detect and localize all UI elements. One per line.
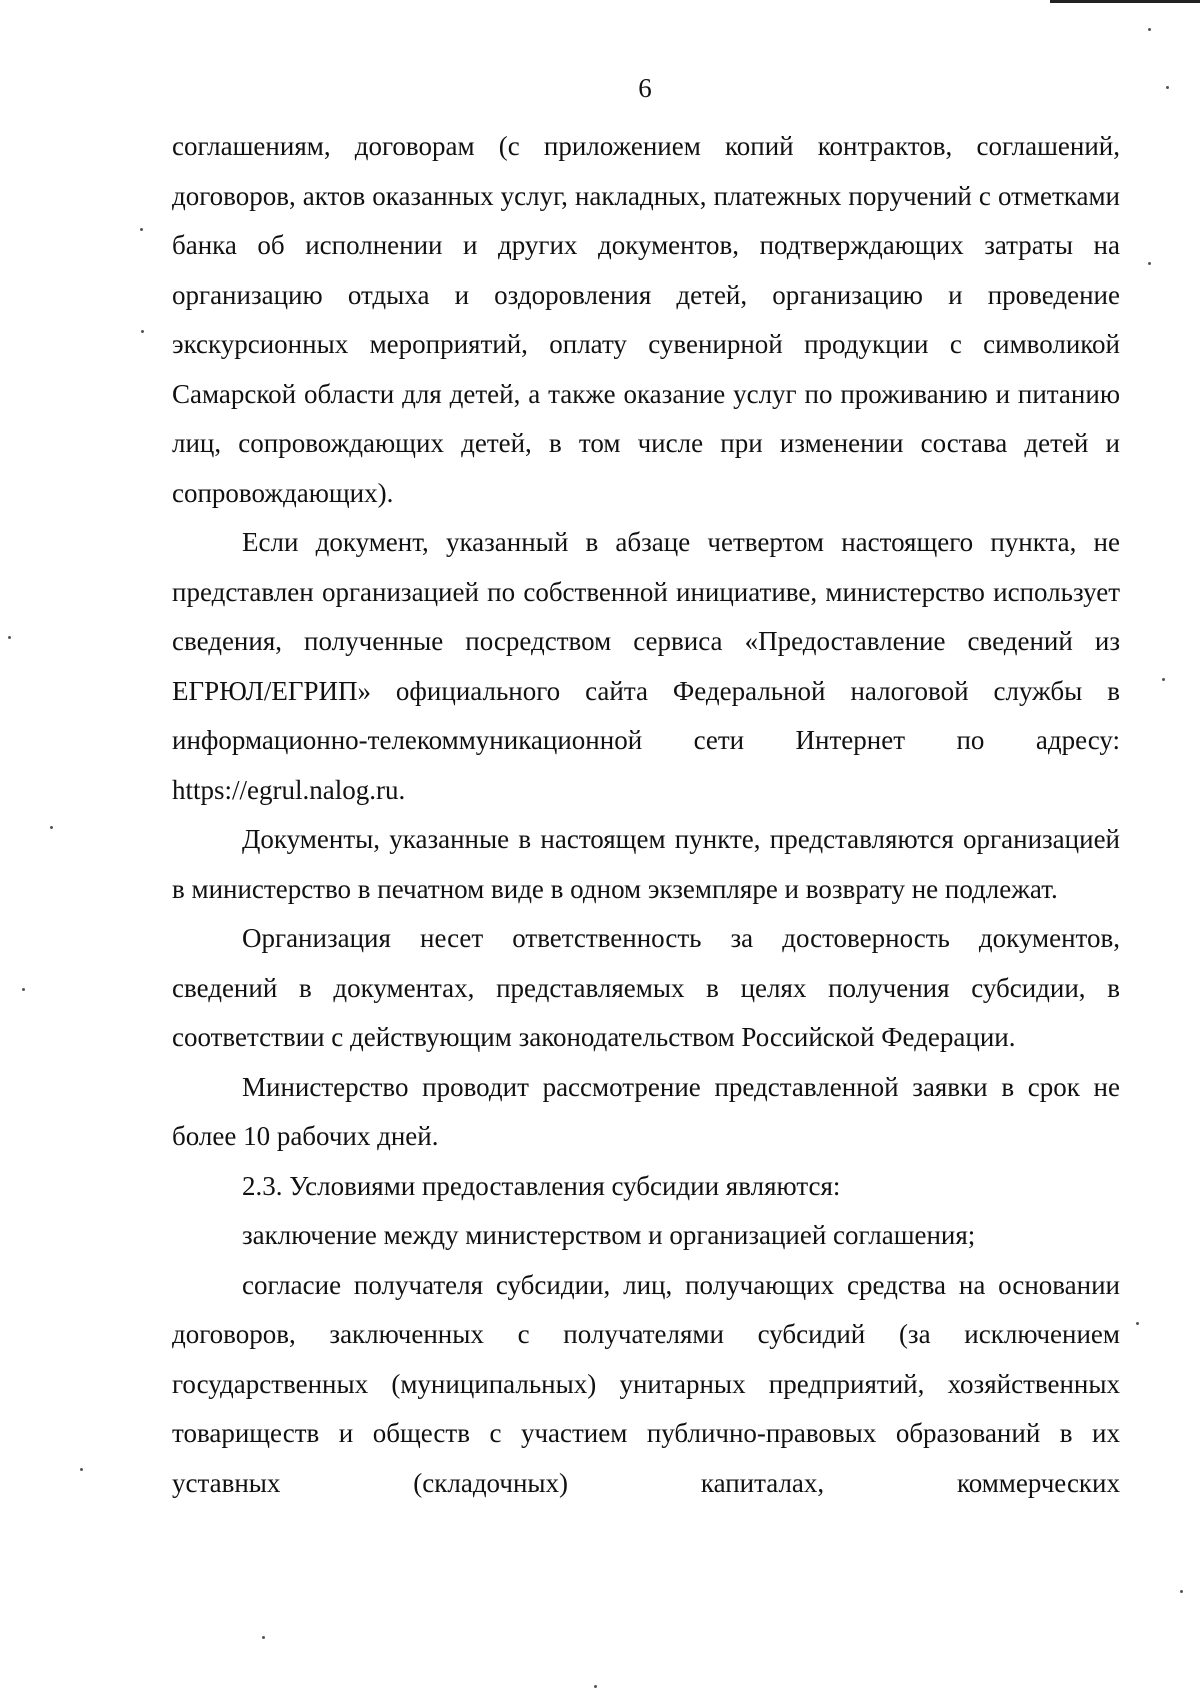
scan-speck <box>50 826 53 829</box>
scan-speck <box>141 330 144 333</box>
document-body <box>172 122 1120 1508</box>
scan-speck <box>1148 28 1151 31</box>
scan-speck <box>1136 1322 1139 1325</box>
scan-speck <box>1180 1590 1183 1593</box>
paragraph: Документы, указанные в настоящем пункте, представляются организацией в министерство в печатном виде в одном экземпляре и возврату не подлежат. <box>172 824 1120 904</box>
top-border-line <box>1050 0 1200 3</box>
paragraph-continuation: соглашениям, договорам (с приложением копий контрактов, соглашений, договоров, актов оказанных услуг, накладных, платежных поручений с отметками банка об исполнении и других документов, подтверждающих затраты на организацию отдыха и оздоровления детей, организацию и проведение экскурсионных мероприятий, оплату сувенирной продукции с символикой Самарской области для детей, а также оказание услуг по проживанию и питанию лиц, сопровождающих детей, в том числе при изменении состава детей и сопровождающих). <box>172 131 1120 508</box>
scan-speck <box>1166 86 1169 89</box>
section-heading: 2.3. Условиями предоставления субсидии являются: <box>242 1170 841 1201</box>
scan-speck <box>22 988 25 991</box>
page-number: 6 <box>638 73 652 103</box>
scan-speck <box>594 1685 597 1688</box>
scan-speck <box>140 228 143 231</box>
scan-speck <box>80 1468 83 1471</box>
paragraph: Министерство проводит рассмотрение представленной заявки в срок не более 10 рабочих дней. <box>172 1071 1120 1151</box>
scan-speck <box>8 636 11 639</box>
paragraph: Если документ, указанный в абзаце четвертом настоящего пункта, не представлен организацией по собственной инициативе, министерство использует сведения, полученные посредством сервиса «Предоставление сведений из ЕГРЮЛ/ЕГРИП» официального сайта Федеральной налоговой службы в информационно-телекоммуникационной сети Интернет по адресу: https://egrul.nalog.ru. <box>172 527 1120 805</box>
scan-speck <box>262 1636 265 1639</box>
paragraph: согласие получателя субсидии, лиц, получающих средства на основании договоров, заключенных с получателями субсидий (за исключением государственных (муниципальных) унитарных предприятий, хозяйственных товариществ и обществ с участием публично-правовых образований в их уставных (складочных) капиталах, коммерческих <box>172 1269 1120 1498</box>
scan-speck <box>1162 678 1165 681</box>
scan-speck <box>1148 262 1151 265</box>
paragraph: заключение между министерством и организацией соглашения; <box>242 1220 976 1250</box>
paragraph: Организация несет ответственность за достоверность документов, сведений в документах, представляемых в целях получения субсидии, в соответствии с действующим законодательством Российской Федерации. <box>172 923 1120 1052</box>
